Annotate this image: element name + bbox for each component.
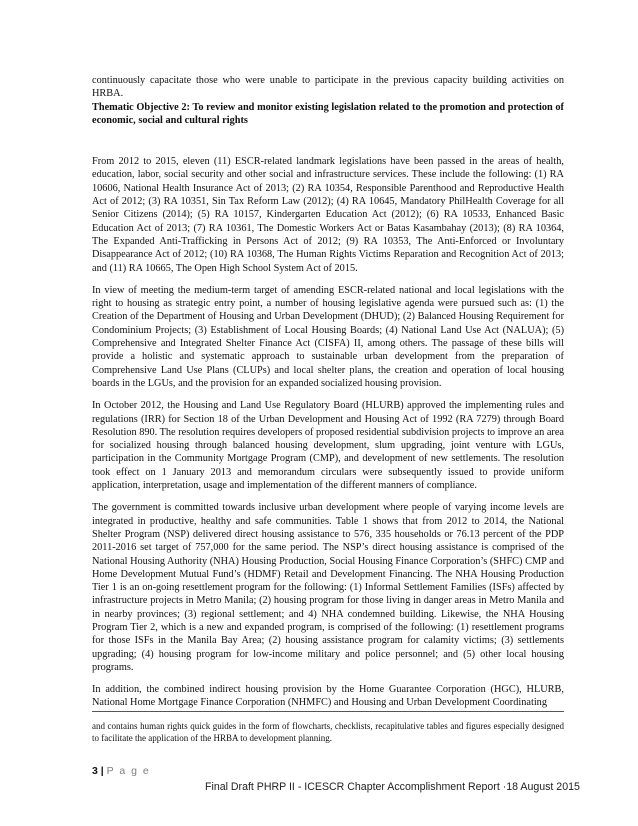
hlurb-paragraph: In October 2012, the Housing and Land Use Regulatory Board (HLURB) approved the implementing rules and regulations (IRR) for Section 18 of the Urban Development and Housing Act of 1992 (RA 7279) through Board Resolution 890. The resolution requires developers of proposed residential subdivision projects to improve an area for socialized housing through balanced housing development, slum upgrading, joint venture with LGUs, participation in the Community Mortgage Program (CMP), and development of new settlements. The resolution took effect on 1 January 2013 and memorandum circulars were subsequently issued to provide uniform application, interpretation, usage and implementation of the different manners of compliance. bbox=[92, 400, 564, 492]
page-number-block bbox=[92, 765, 150, 778]
legislation-paragraph: From 2012 to 2015, eleven (11) ESCR-related landmark legislations have been passed in the areas of health, education, labor, social security and other social and infrastructure services. These include the following: (1) RA 10606, National Health Insurance Act of 2013; (2) RA 10354, Responsible Parenthood and Reproductive Health Act of 2012; (3) RA 10351, Sin Tax Reform Law (2012); (4) RA 10645, Mandatory PhilHealth Coverage for all Senior Citizens (2014); (5) RA 10157, Kindergarten Education Act (2012); (6) RA 10533, Enhanced Basic Education Act of 2013; (7) RA 10361, The Domestic Workers Act or Batas Kasambahay (2013); (8) RA 10364, The Expanded Anti-Trafficking in Persons Act of 2012; (9) RA 10353, The Anti-Enforced or Involuntary Disappearance Act of 2012; (10) RA 10368, The Human Rights Victims Reparation and Recognition Act of 2013; and (11) RA 10665, The Open High School System Act of 2015. bbox=[92, 156, 564, 274]
thematic-objective-heading: Thematic Objective 2: To review and monitor existing legislation related to the promotion and protection of economic, social and cultural rights bbox=[92, 101, 564, 126]
footnote-text: and contains human rights quick guides in the form of flowcharts, checklists, recapitulative tables and figures especially designed to facilitate the application of the HRBA to development planning. bbox=[92, 721, 564, 744]
report-footer-title: Final Draft PHRP II - ICESCR Chapter Accomplishment Report ·18 August 2015 bbox=[205, 781, 580, 793]
page-number: 3 bbox=[92, 765, 98, 777]
indirect-housing-paragraph: In addition, the combined indirect housing provision by the Home Guarantee Corporation (HGC), HLURB, National Home Mortgage Finance Corporation (NHMFC) and Housing and Urban Development Coordinating bbox=[92, 684, 564, 709]
housing-agenda-paragraph: In view of meeting the medium-term target of amending ESCR-related national and local legislations with the right to housing as strategic entry point, a number of housing legislative agenda were pursued such as: (1) the Creation of the Department of Housing and Urban Development (DHUD); (2) Balanced Housing Requirement for Condominium Projects; (3) Establishment of Local Housing Boards; (4) National Land Use Act (NALUA); (5) Comprehensive and Integrated Shelter Finance Act (CISFA) II, among others. The passage of these bills will provide a holistic and systematic approach to sustainable urban development from the preparation of Comprehensive Land Use Plans (CLUPs) and local shelter plans, the creation and operation of local housing boards in the LGUs, and the provision for an expanded socialized housing provision. bbox=[92, 284, 564, 389]
page-separator: | bbox=[100, 765, 104, 777]
document-body bbox=[92, 74, 564, 710]
urban-development-paragraph: The government is committed towards inclusive urban development where people of varying income levels are integrated in productive, healthy and safe communities. Table 1 shows that from 2012 to 2014, the National Shelter Program (NSP) delivered direct housing assistance to 576, 335 households or 76.13 percent of the PDP 2011-2016 set target of 757,000 for the same period. The NSP’s direct housing assistance is comprised of the National Housing Authority (NHA) Housing Production, Social Housing Finance Corporation’s (SHFC) CMP and Home Development Mutual Fund’s (HDMF) Retail and Development Financing. The NHA Housing Production Tier 1 is an on-going resettlement program for the following: (1) Informal Settlement Families (ISFs) affected by infrastructure projects in Metro Manila; (2) housing program for those living in danger areas in Metro Manila and in nearby provinces; (3) regional settlement; and 4) NHA condemned building. Likewise, the NHA Housing Program Tier 2, which is a new and expanded program, is comprised of the following: (1) resettlement programs for those ISFs in the Manila Bay Area; (2) housing assistance program for calamity victims; (3) settlements upgrading; (4) housing program for low-income military and police personnel; and (5) other local housing programs. bbox=[92, 502, 564, 673]
page-label: P a g e bbox=[106, 765, 151, 777]
continued-paragraph: continuously capacitate those who were unable to participate in the previous capacity building activities on HRBA. bbox=[92, 75, 564, 100]
footnote-divider bbox=[92, 711, 564, 712]
